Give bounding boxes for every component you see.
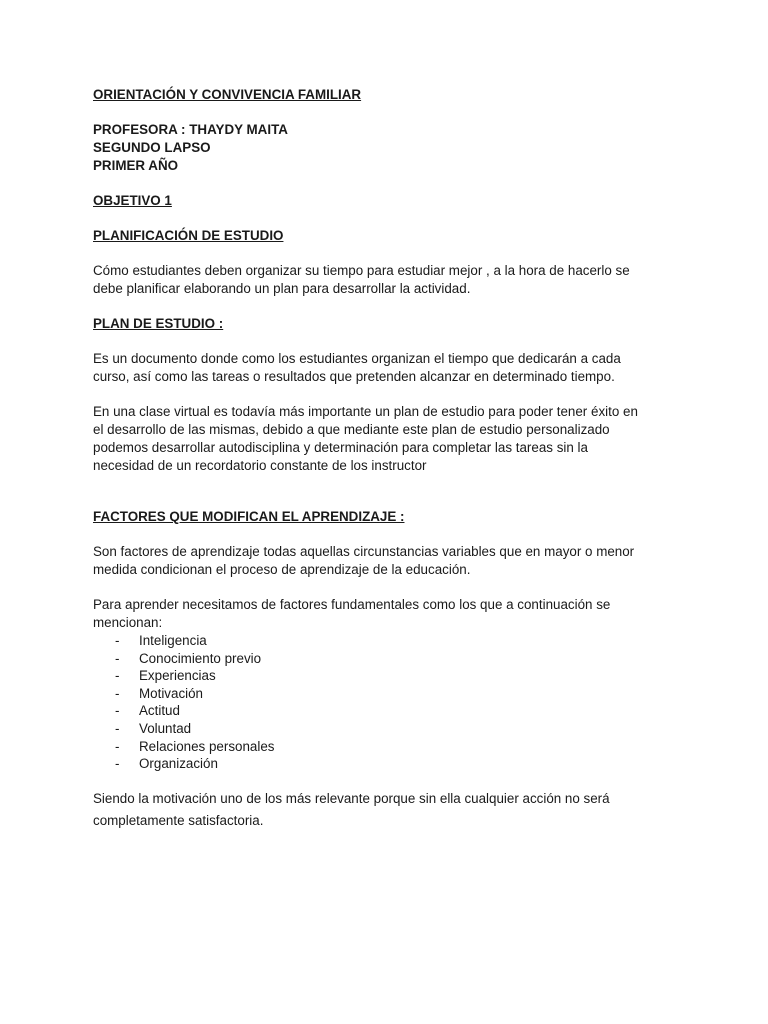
list-item <box>93 650 693 668</box>
teacher-name: PROFESORA : THAYDY MAITA <box>93 122 288 137</box>
section-heading-plan-de-estudio: PLAN DE ESTUDIO : <box>93 316 224 331</box>
bullet-dash: - <box>115 756 120 772</box>
spacer <box>93 210 693 227</box>
list-item <box>93 720 693 738</box>
list-item <box>93 667 693 685</box>
term-label: SEGUNDO LAPSO <box>93 140 211 155</box>
spacer <box>93 579 693 596</box>
document-title: ORIENTACIÓN Y CONVIVENCIA FAMILIAR <box>93 87 362 102</box>
spacer <box>93 386 693 403</box>
objective-heading: OBJETIVO 1 <box>93 193 172 208</box>
list-item <box>93 632 693 650</box>
bullet-dash: - <box>115 703 120 719</box>
spacer <box>93 526 693 543</box>
paragraph-line: mencionan: <box>93 615 163 630</box>
list-item-label: Relaciones personales <box>139 738 275 754</box>
bullet-dash: - <box>115 650 120 666</box>
bullet-dash: - <box>115 720 120 736</box>
year-label: PRIMER AÑO <box>93 158 179 173</box>
spacer <box>93 175 693 192</box>
paragraph-line: Para aprender necesitamos de factores fundamentales como los que a continuación se <box>93 597 611 612</box>
spacer <box>93 773 693 790</box>
document-page <box>93 86 693 830</box>
paragraph-line: Cómo estudiantes deben organizar su tiempo para estudiar mejor , a la hora de hacerlo se <box>93 263 630 278</box>
paragraph-line: curso, así como las tareas o resultados que pretenden alcanzar en determinado tiempo. <box>93 369 615 384</box>
bullet-dash: - <box>115 668 120 684</box>
list-item-label: Conocimiento previo <box>139 650 262 666</box>
list-item-label: Voluntad <box>139 720 192 736</box>
paragraph-line: Es un documento donde como los estudiantes organizan el tiempo que dedicarán a cada <box>93 351 621 366</box>
spacer <box>93 475 693 508</box>
paragraph-line: debe planificar elaborando un plan para desarrollar la actividad. <box>93 281 471 296</box>
list-item-label: Organización <box>139 756 218 772</box>
paragraph-line: necesidad de un recordatorio constante de los instructor <box>93 458 427 473</box>
factors-list <box>93 632 693 773</box>
list-item-label: Inteligencia <box>139 633 207 648</box>
paragraph-line: Son factores de aprendizaje todas aquellas circunstancias variables que en mayor o menor <box>93 544 635 559</box>
paragraph-line: Siendo la motivación uno de los más relevante porque sin ella cualquier acción no será <box>93 790 610 806</box>
paragraph-line: En una clase virtual es todavía más importante un plan de estudio para poder tener éxito en <box>93 404 638 419</box>
paragraph-line: podemos desarrollar autodisciplina y determinación para completar las tareas sin la <box>93 440 588 455</box>
list-item <box>93 685 693 703</box>
list-item <box>93 755 693 773</box>
section-heading-factores: FACTORES QUE MODIFICAN EL APRENDIZAJE : <box>93 509 405 524</box>
spacer <box>93 104 693 121</box>
section-heading-planificacion: PLANIFICACIÓN DE ESTUDIO <box>93 228 284 243</box>
spacer <box>93 333 693 350</box>
bullet-dash: - <box>115 633 120 648</box>
bullet-dash: - <box>115 738 120 754</box>
paragraph-line: medida condicionan el proceso de aprendizaje de la educación. <box>93 562 471 577</box>
bullet-dash: - <box>115 685 120 701</box>
spacer <box>93 245 693 262</box>
list-item <box>93 702 693 720</box>
list-item-label: Actitud <box>139 703 180 719</box>
list-item-label: Motivación <box>139 685 204 701</box>
paragraph-line: el desarrollo de las mismas, debido a que mediante este plan de estudio personalizado <box>93 422 610 437</box>
list-item-label: Experiencias <box>139 668 216 684</box>
spacer <box>93 298 693 315</box>
list-item <box>93 738 693 756</box>
paragraph-line: completamente satisfactoria. <box>93 812 264 828</box>
